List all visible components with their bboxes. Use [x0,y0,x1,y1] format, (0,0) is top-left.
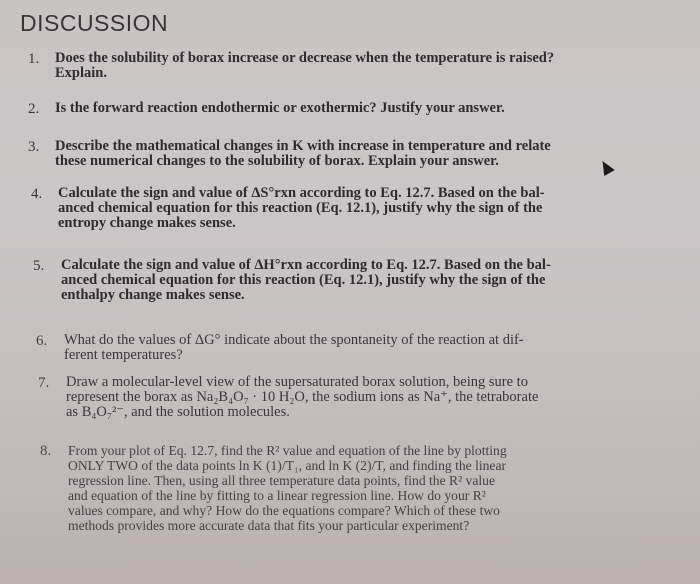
question-line: Calculate the sign and value of ΔH°rxn according to Eq. 12.7. Based on the bal- [61,257,551,273]
question-number: 3. [28,139,40,155]
page-heading: DISCUSSION [20,10,169,36]
question-text [58,186,545,231]
question-line: Draw a molecular-level view of the supersaturated borax solution, being sure to [66,374,528,390]
question-number: 8. [40,443,52,459]
question-line: What do the values of ΔG° indicate about the spontaneity of the reaction at dif- [64,332,524,348]
question-line: values compare, and why? How do the equations compare? Which of these two [68,503,500,518]
question-text [55,139,551,169]
question-number: 5. [33,258,45,274]
question-number: 6. [36,333,48,349]
question-number: 4. [31,186,43,202]
question-text [55,51,554,81]
question-text [66,375,538,420]
question-line: Is the forward reaction endothermic or exothermic? Justify your answer. [55,100,505,116]
question-line: From your plot of Eq. 12.7, find the R² value and equation of the line by plotting [68,443,507,458]
question-line: anced chemical equation for this reaction (Eq. 12.1), justify why the sign of the [58,200,543,216]
mouse-cursor-icon [597,158,614,176]
question-text [55,101,505,116]
question-line: Does the solubility of borax increase or decrease when the temperature is raised? [55,50,555,66]
question-line: and equation of the line by fitting to a linear regression line. How do your R² [68,488,486,503]
question-text [64,333,524,363]
question-line: these numerical changes to the solubility of borax. Explain your answer. [55,153,499,169]
question-line: entropy change makes sense. [58,215,236,231]
question-line: enthalpy change makes sense. [61,287,245,303]
question-line: regression line. Then, using all three temperature data points, find the R² value [68,473,495,488]
question-text [61,258,551,303]
question-line: Calculate the sign and value of ΔS°rxn according to Eq. 12.7. Based on the bal- [58,185,545,201]
question-number: 1. [28,51,40,67]
question-number: 7. [38,375,50,391]
question-text [68,443,507,533]
question-line: Describe the mathematical changes in K with increase in temperature and relate [55,138,551,154]
question-line: anced chemical equation for this reaction (Eq. 12.1), justify why the sign of the [61,272,546,288]
question-line: as B₄O₇²⁻, and the solution molecules. [66,404,290,420]
question-line: ferent temperatures? [64,347,183,363]
question-line: ONLY TWO of the data points ln K (1)/T₁, and ln K (2)/T, and finding the linear [68,458,507,473]
question-number: 2. [28,101,40,117]
question-line: Explain. [55,65,107,81]
question-line: represent the borax as Na₂B₄O₇ · 10 H₂O, the sodium ions as Na⁺, the tetraborate [66,389,539,405]
question-line: methods provides more accurate data that fits your particular experiment? [68,518,470,533]
